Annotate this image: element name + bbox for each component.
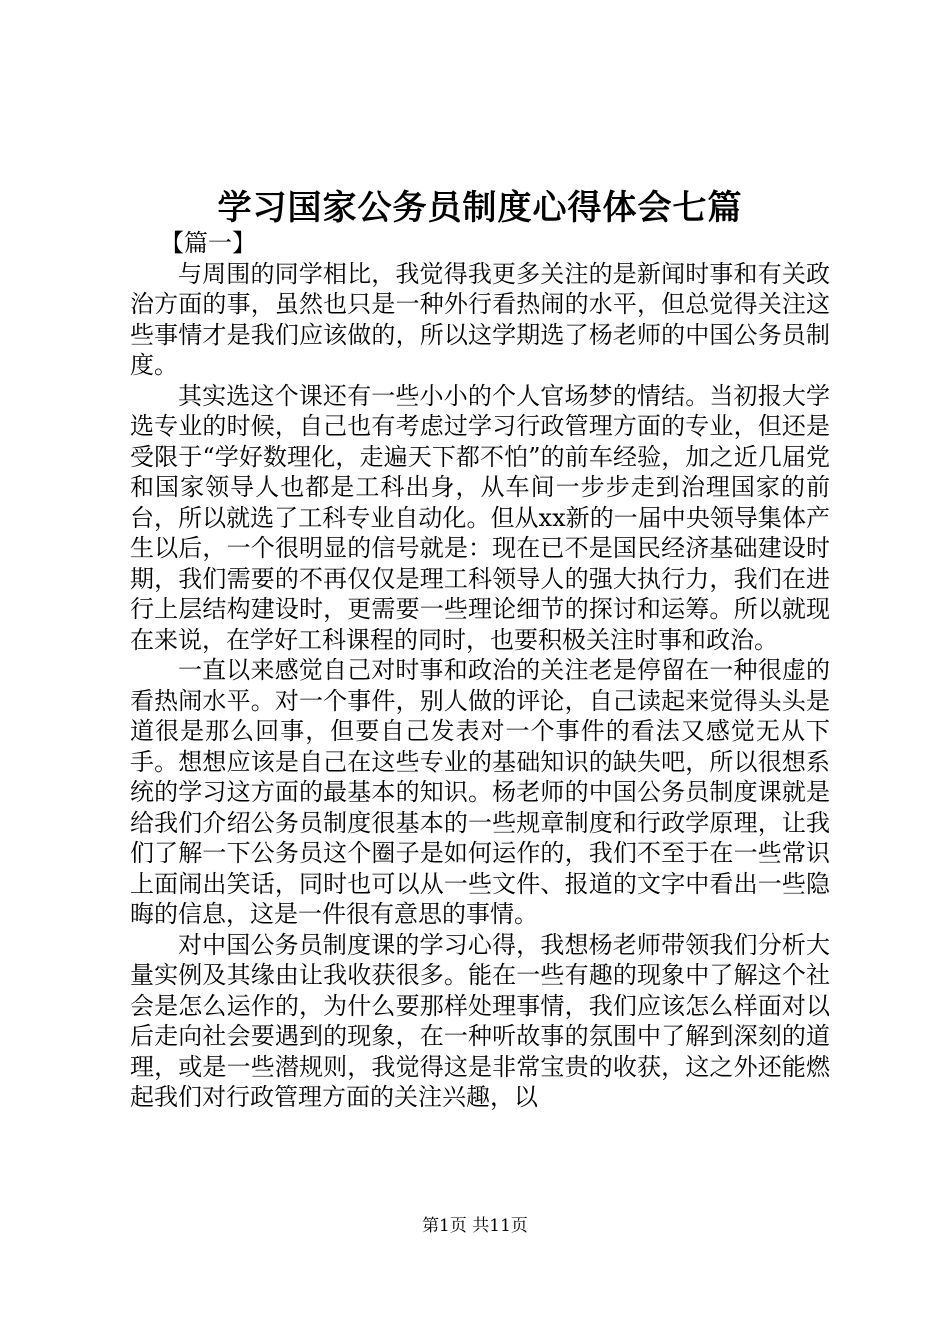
section-label: 【篇一】 <box>160 229 256 257</box>
paragraph-4: 对中国公务员制度课的学习心得，我想杨老师带领我们分析大量实例及其缘由让我收获很多。能在一些有趣的现象中了解这个社会是怎么运作的，为什么要那样处理事情，我们应该怎么样面对以后走向社会要遇到的现象，在一种听故事的氛围中了解到深刻的道理，或是一些潜规则，我觉得这是非常宝贵的收获，这之外还能燃起我们对行政管理方面的关注兴趣，以 <box>130 930 830 1111</box>
document-body <box>130 228 830 1113</box>
page-footer: 第1页 共11页 <box>422 1216 528 1236</box>
paragraph-3: 一直以来感觉自己对时事和政治的关注老是停留在一种很虚的看热闹水平。对一个事件，别人做的评论，自己读起来觉得头头是道很是那么回事，但要自己发表对一个事件的看法又感觉无从下手。想想应该是自己在这些专业的基础知识的缺失吧，所以很想系统的学习这方面的最基本的知识。杨老师的中国公务员制度课就是给我们介绍公务员制度很基本的一些规章制度和行政学原理，让我们了解一下公务员这个圈子是如何运作的，我们不至于在一些常识上面闹出笑话，同时也可以从一些文件、报道的文字中看出一些隐晦的信息，这是一件很有意思的事情。 <box>130 656 830 928</box>
document-title: 学习国家公务员制度心得体会七篇 <box>217 188 743 228</box>
paragraph-2: 其实选这个课还有一些小小的个人官场梦的情结。当初报大学选专业的时候，自己也有考虑过学习行政管理方面的专业，但还是受限于“学好数理化，走遍天下都不怕”的前车经验，加之近几届党和国家领导人也都是工科出身，从车间一步步走到治理国家的前台，所以就选了工科专业自动化。但从xx新的一届中央领导集体产生以后，一个很明显的信号就是：现在已不是国民经济基础建设时期，我们需要的不再仅仅是理工科领导人的强大执行力，我们在进行上层结构建设时，更需要一些理论细节的探讨和运筹。所以就现在来说，在学好工科课程的同时，也要积极关注时事和政治。 <box>130 381 830 654</box>
paragraph-1: 与周围的同学相比，我觉得我更多关注的是新闻时事和有关政治方面的事，虽然也只是一种外行看热闹的水平，但总觉得关注这些事情才是我们应该做的，所以这学期选了杨老师的中国公务员制度。 <box>130 259 830 379</box>
